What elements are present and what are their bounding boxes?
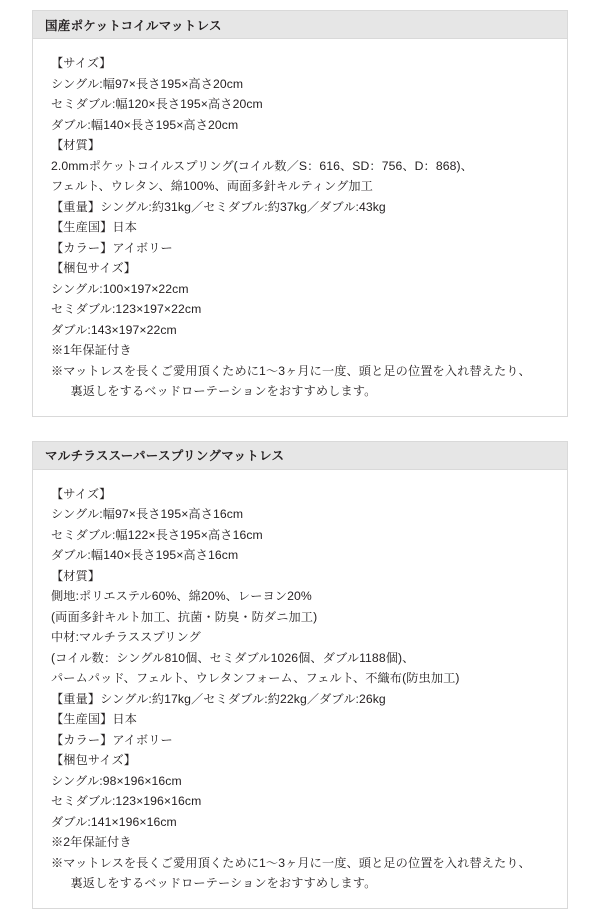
spec-line: 2.0mmポケットコイルスプリング(コイル数／S：616、SD：756、D：868)、 [51, 158, 473, 173]
spec-line: 側地:ポリエステル60%、綿20%、レーヨン20% [51, 589, 312, 603]
spec-line: セミダブル:幅122×長さ195×高さ16cm [51, 527, 263, 542]
spec-line: 【生産国】日本 [51, 712, 138, 726]
spec-line: 【カラー】アイボリー [51, 240, 173, 255]
spec-line: ※マットレスを長くご愛用頂くために1〜3ヶ月に一度、頭と足の位置を入れ替えたり、 [51, 855, 531, 870]
spec-line: シングル:幅97×長さ195×高さ20cm [51, 76, 244, 91]
spec-line: シングル:幅97×長さ195×高さ16cm [51, 507, 244, 521]
spec-line: 【カラー】アイボリー [51, 732, 173, 747]
spec-line: (両面多針キルト加工、抗菌・防臭・防ダニ加工) [51, 609, 318, 624]
spec-line: 【梱包サイズ】 [51, 261, 137, 275]
spec-line: 【梱包サイズ】 [51, 753, 137, 767]
spec-line: ダブル:幅140×長さ195×高さ16cm [51, 548, 239, 562]
spec-line: セミダブル:123×197×22cm [51, 302, 202, 316]
card-separator [32, 417, 568, 441]
spec-line: 【材質】 [51, 568, 101, 583]
spec-card-header [33, 11, 567, 39]
spec-line: フェルト、ウレタン、綿100%、両面多針キルティング加工 [51, 179, 373, 193]
spec-line: 【サイズ】 [51, 56, 112, 70]
spec-card-header [33, 442, 567, 470]
spec-line: 裏返しをするベッドローテーションをおすすめします。 [70, 384, 377, 398]
spec-line: ダブル:幅140×長さ195×高さ20cm [51, 117, 239, 132]
spec-line: パームパッド、フェルト、ウレタンフォーム、フェルト、不織布(防虫加工) [51, 671, 460, 685]
spec-line: ※マットレスを長くご愛用頂くために1〜3ヶ月に一度、頭と足の位置を入れ替えたり、 [51, 363, 531, 378]
spec-line: 【重量】シングル:約31kg／セミダブル:約37kg／ダブル:43kg [51, 199, 386, 214]
spec-line: 【生産国】日本 [51, 220, 138, 234]
spec-line: シングル:98×196×16cm [51, 773, 182, 788]
spec-line: ※1年保証付き [51, 343, 132, 357]
spec-line: シングル:100×197×22cm [51, 281, 189, 296]
spec-line: ダブル:141×196×16cm [51, 814, 177, 829]
spec-line: 【サイズ】 [51, 486, 112, 501]
spec-line: セミダブル:123×196×16cm [51, 794, 202, 808]
spec-line: 裏返しをするベッドローテーションをおすすめします。 [70, 876, 377, 890]
spec-line: 【重量】シングル:約17kg／セミダブル:約22kg／ダブル:26kg [51, 691, 386, 706]
spec-card-pocket-coil [32, 10, 568, 417]
spec-line: (コイル数：シングル810個、セミダブル1026個、ダブル1188個)、 [51, 650, 415, 665]
spec-card-title: マルチラススーパースプリングマットレス [45, 449, 285, 463]
spec-line: 【材質】 [51, 138, 101, 152]
spec-line: ※2年保証付き [51, 835, 132, 849]
spec-card-body [33, 39, 567, 416]
spec-line: セミダブル:幅120×長さ195×高さ20cm [51, 97, 263, 111]
spec-line: 中材:マルチラススプリング [51, 630, 201, 644]
spec-card-body [33, 470, 567, 908]
spec-card-title: 国産ポケットコイルマットレス [45, 18, 222, 33]
spec-line: ダブル:143×197×22cm [51, 322, 177, 337]
spec-card-multilas-super-spring [32, 441, 568, 909]
